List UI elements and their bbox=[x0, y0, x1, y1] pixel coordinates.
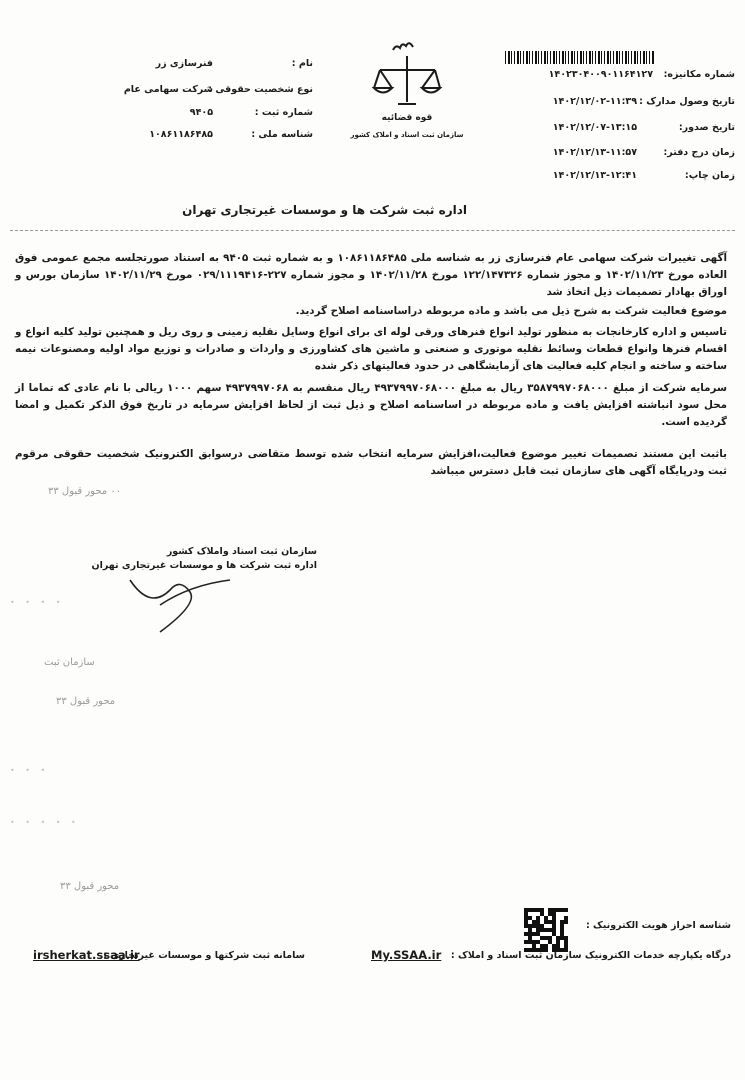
national-id-value: ۱۰۸۶۱۱۸۶۴۸۵ bbox=[149, 129, 213, 140]
faint-line-4: محور قبول ۳۳ bbox=[60, 881, 120, 892]
signature bbox=[120, 560, 300, 630]
stamp-line1: سازمان ثبت اسناد واملاک کشور bbox=[166, 546, 317, 557]
name-value: فنرسازی زر bbox=[155, 58, 213, 69]
letter-no-label: شماره مکانیزه: bbox=[663, 69, 735, 80]
announcement-paragraph-2: موضوع فعالیت شرکت به شرح ذیل می باشد و ماده مربوطه دراساسنامه اصلاح گردید. bbox=[295, 305, 727, 317]
issued-label: تاریخ صدور: bbox=[678, 122, 735, 133]
printed-value: ۱۴۰۲/۱۲/۱۳-۱۲:۴۱ bbox=[552, 170, 637, 181]
announcement-paragraph-5: باثبت این مستند تصمیمات تغییر موضوع فعالیت،افزایش سرمایه انتخاب شده توسط متقاضی درسوابق الکترونیک شخصیت حقوقی مرقوم ثبت ودرپایگاه آگهی های سازمان ثبت قابل دسترس میباشد bbox=[15, 448, 727, 477]
faint-line-2: سازمان ثبت bbox=[44, 657, 95, 668]
separator bbox=[10, 230, 735, 231]
announcement-paragraph-1: آگهی تغییرات شرکت سهامی عام فنرسازی زر به شناسه ملی ۱۰۸۶۱۱۸۶۴۸۵ و به شماره ثبت ۹۴۰۵ به استناد صورتجلسه مجمع عمومی فوق العاده مورخ ۱۴۰۲/۱۱/۲۳ و مجوز شماره ۱۲۲/۱۴۷۳۲۶ مورخ ۱۴۰۲/۱۱/۲۸ و مجوز شماره ۲۲۷-۰۲۹/۱۱۱۹۴۱۶ مورخ ۱۴۰۲/۱۱/۲۹ سازمان بورس و اوراق بهادار تصمیمات ذیل اتخاذ شد bbox=[15, 252, 728, 298]
announcement-paragraph-4: سرمایه شرکت از مبلغ ۳۵۸۷۹۹۷۰۶۸۰۰۰ ریال به مبلغ ۴۹۳۷۹۹۷۰۶۸۰۰۰ ریال منقسم به ۴۹۳۷۹۹۷۰۶۸ سهم ۱۰۰۰ ریالی با نام عادی که تماما از محل سود انباشته افزایش یافت و ماده مربوطه در اساسنامه اصلاح و ذیل ثبت از لحاظ افزایش سرمایه در تاریخ فوق الذکر تکمیل و امضا گردیده است. bbox=[15, 382, 727, 428]
logged-value: ۱۴۰۲/۱۲/۱۳-۱۱:۵۷ bbox=[552, 147, 637, 158]
scales-of-justice-icon bbox=[350, 42, 464, 147]
dot-trace: • • • • • bbox=[10, 818, 80, 827]
dot-trace: • • • • bbox=[10, 598, 65, 607]
judiciary-emblem bbox=[350, 42, 464, 147]
dot-trace: • • • bbox=[10, 766, 50, 775]
barcode bbox=[505, 51, 655, 64]
faint-line-3: محور قبول ۳۳ bbox=[56, 696, 116, 707]
emblem-line2: سازمان ثبت اسناد و املاک کشور bbox=[350, 131, 464, 139]
stamp-line2: اداره ثبت شرکت ها و موسسات غیرتجاری تهران bbox=[91, 560, 317, 571]
portal-label: درگاه یکپارچه خدمات الکترونیک سازمان ثبت اسناد و املاک : bbox=[450, 950, 731, 961]
reg-no-label: شماره ثبت : bbox=[254, 107, 313, 118]
reg-no-value: ۹۴۰۵ bbox=[189, 107, 213, 118]
system-link[interactable]: irsherkat.ssaa.ir bbox=[33, 948, 140, 962]
qr-label: شناسه احراز هویت الکترونیک : bbox=[585, 920, 731, 931]
system-label: سامانه ثبت شرکتها و موسسات غیرتجاری : bbox=[103, 950, 305, 961]
printed-label: زمان چاپ: bbox=[684, 170, 735, 181]
entity-type-label: نوع شخصیت حقوقی : bbox=[208, 84, 313, 95]
announcement-paragraph-3: تاسیس و اداره کارخانجات به منظور تولید انواع فنرهای ورقی لوله ای برای انواع وسایل نقلیه زمینی و روی ریل و همچنین تولید کلیه انواع و اقسام فنرها وانواع قطعات وسائط نقلیه موتوری و صنعتی و ماشین های کشاورزی و واردات و صادرات و توزیع مواد اولیه ومصنوعات نیمه ساخته و ساخته و انجام کلیه فعالیت های آزمایشگاهی در حدود فعالیتهای ذکر شده bbox=[15, 326, 727, 372]
name-label: نام : bbox=[291, 58, 313, 69]
logged-label: زمان درج دفتر: bbox=[663, 147, 735, 158]
faint-line-1: ۰۰ محور قبول ۳۳ bbox=[48, 486, 122, 497]
office-title: اداره ثبت شرکت ها و موسسات غیرتجاری تهران bbox=[182, 203, 467, 217]
portal-link[interactable]: My.SSAA.ir bbox=[371, 948, 442, 962]
national-id-label: شناسه ملی : bbox=[251, 129, 313, 140]
entity-type-value: شرکت سهامی عام bbox=[123, 84, 213, 95]
qr-code bbox=[524, 908, 568, 952]
received-label: تاریخ وصول مدارک : bbox=[639, 96, 735, 107]
letter-no-value: ۱۴۰۲۳۰۴۰۰۹۰۱۱۶۴۱۲۷ bbox=[548, 69, 653, 80]
emblem-line1: قوه قضائیه bbox=[381, 113, 433, 123]
received-value: ۱۴۰۲/۱۲/۰۲-۱۱:۳۹ bbox=[552, 96, 637, 107]
issued-value: ۱۴۰۲/۱۲/۰۷-۱۳:۱۵ bbox=[552, 122, 637, 133]
